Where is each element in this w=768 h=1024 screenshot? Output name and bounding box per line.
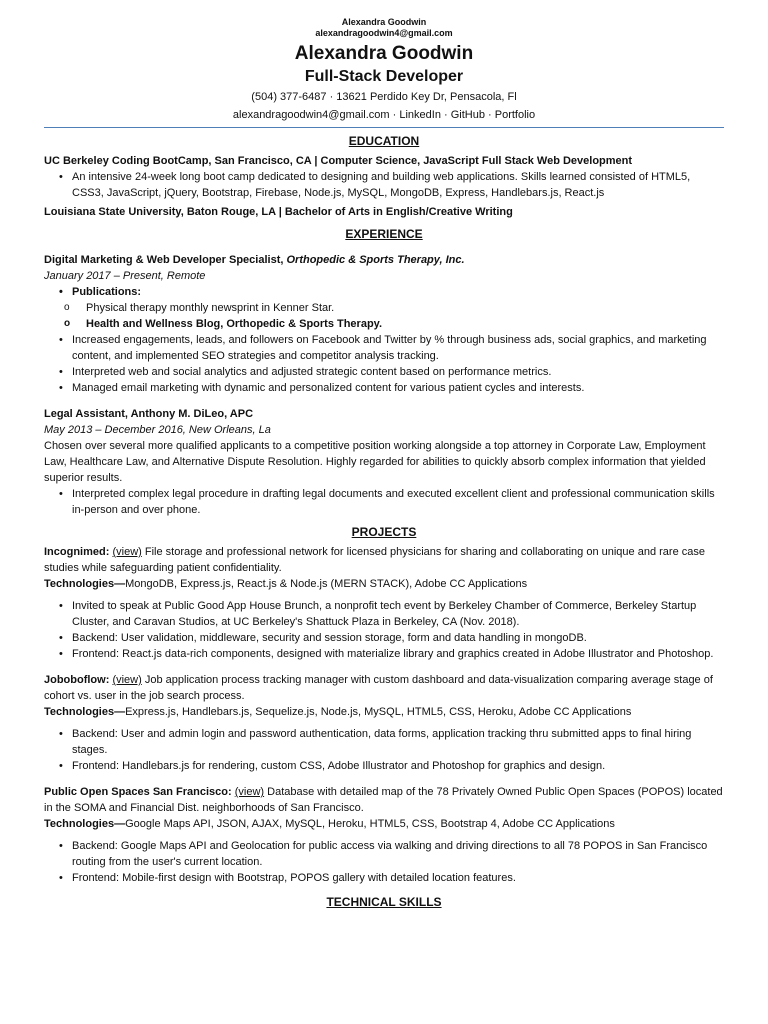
job-2-title: Legal Assistant, Anthony M. DiLeo, APC bbox=[44, 408, 254, 420]
candidate-title: Full-Stack Developer bbox=[304, 68, 464, 85]
technical-skills-heading: TECHNICAL SKILLS bbox=[326, 895, 442, 909]
project-2-desc: Job application process tracking manager with custom dashboard and data-visualization comparing average stage of cohort vs. user in the job search process. bbox=[44, 674, 713, 702]
job-1-bullets-more bbox=[44, 332, 724, 396]
list-item: • Increased engagements, leads, and followers on Facebook and Twitter by % through business ads, social graphics, and marketing content, and implemented SEO strategies and competitor analysis tracking. bbox=[72, 332, 724, 364]
project-2-tech-label: Technologies— bbox=[44, 706, 126, 718]
project-2-tech-line bbox=[44, 704, 724, 720]
project-1-tech-line bbox=[44, 576, 724, 592]
project-1-tech: MongoDB, Express.js, React.js & Node.js (MERN STACK), Adobe CC Applications bbox=[125, 578, 528, 590]
project-3-bullets bbox=[44, 838, 724, 886]
project-2-name: Joboboflow bbox=[44, 674, 106, 686]
list-item: • Invited to speak at Public Good App House Brunch, a nonprofit tech event by Berkeley Chamber of Commerce, Berkeley Startup Cluster, and Caravan Studios, at UC Berkeley's Shattuck Plaza in Berkeley, CA (Nov. 2018). bbox=[72, 598, 724, 630]
education-school-2: Louisiana State University, Baton Rouge, LA | Bachelor of Arts in English/Creative Writing bbox=[44, 206, 513, 218]
resume-page bbox=[44, 17, 724, 914]
contact-line-links: alexandragoodwin4@gmail.com · LinkedIn · GitHub · Portfolio bbox=[232, 109, 536, 121]
job-1-dates: January 2017 – Present, Remote bbox=[44, 270, 206, 282]
list-item: • An intensive 24-week long boot camp dedicated to designing and building web applications. Skills learned consisted of HTML5, CSS3, JavaScript, jQuery, Bootstrap, Firebase, Node.js, MySQL, MongoDB, Express, Handlebars.js, React.js bbox=[72, 169, 724, 201]
list-item: • Interpreted web and social analytics and adjusted strategic content based on performance metrics. bbox=[72, 364, 724, 380]
list-item: • Interpreted complex legal procedure in drafting legal documents and executed excellent client and professional communication skills in-person and over phone. bbox=[72, 486, 724, 518]
header-small-email: alexandragoodwin4@gmail.com bbox=[315, 28, 453, 38]
project-3-view-link[interactable]: (view) bbox=[234, 786, 265, 798]
list-item: • Frontend: React.js data-rich components, designed with materialize library and graphics created in Adobe Illustrator and Photoshop. bbox=[72, 646, 724, 662]
project-3-tech-line bbox=[44, 816, 724, 832]
project-3-tech: Google Maps API, JSON, AJAX, MySQL, Heroku, HTML5, CSS, Bootstrap 4, Adobe CC Applications bbox=[125, 818, 615, 830]
job-1-bullets bbox=[44, 284, 724, 300]
project-1-tech-label: Technologies— bbox=[44, 578, 126, 590]
education-heading: EDUCATION bbox=[348, 134, 420, 148]
list-item: • Backend: Google Maps API and Geolocation for public access via walking and driving directions to all 78 POPOS in San Francisco routing from the user's current location. bbox=[72, 838, 724, 870]
list-item: • Publications: bbox=[72, 284, 724, 300]
project-3-tech-label: Technologies— bbox=[44, 818, 126, 830]
header-small-name: Alexandra Goodwin bbox=[341, 17, 427, 27]
job-2-summary: Chosen over several more qualified applicants to a competitive position working alongside a top attorney in Corporate Law, Employment Law, Healthcare Law, and Alternative Dispute Resolution. Highly regarded for abilities to quickly absorb complex information that yielded superior results. bbox=[44, 440, 706, 484]
project-1-name: Incognimed bbox=[44, 546, 106, 558]
job-2-bullets bbox=[44, 486, 724, 518]
project-3-desc-line: Public Open Spaces San Francisco: (view) Database with detailed map of the 78 Privately Owned Public Open Spaces (POPOS) located in the SOMA and Financial Dist. neighborhoods of San Francisco. bbox=[44, 786, 723, 814]
experience-heading: EXPERIENCE bbox=[345, 227, 423, 241]
education-school-1-bullets bbox=[44, 169, 724, 201]
list-item: o Health and Wellness Blog, Orthopedic & Sports Therapy. bbox=[86, 316, 724, 332]
project-2-desc-line: Joboboflow: (view) Job application process tracking manager with custom dashboard and data-visualization comparing average stage of cohort vs. user in the job search process. bbox=[44, 674, 713, 702]
education-school-1: UC Berkeley Coding BootCamp, San Francisco, CA | Computer Science, JavaScript Full Stack Web Development bbox=[44, 155, 633, 167]
list-item: • Backend: User and admin login and password authentication, data forms, application tracking thru submitted apps to final hiring stages. bbox=[72, 726, 724, 758]
list-item: • Managed email marketing with dynamic and personalized content for various patient cycles and interests. bbox=[72, 380, 724, 396]
project-1-bullets bbox=[44, 598, 724, 662]
project-3-name: Public Open Spaces San Francisco bbox=[44, 786, 229, 798]
job-1-publications bbox=[44, 300, 724, 332]
list-item: o Physical therapy monthly newsprint in Kenner Star. bbox=[86, 300, 724, 316]
project-2-bullets bbox=[44, 726, 724, 774]
job-1-title bbox=[44, 252, 724, 268]
job-1-role: Digital Marketing & Web Developer Specialist, bbox=[44, 254, 287, 266]
contact-line-address: (504) 377-6487 · 13621 Perdido Key Dr, Pensacola, Fl bbox=[251, 91, 517, 103]
project-2-tech: Express.js, Handlebars.js, Sequelize.js, Node.js, MySQL, HTML5, CSS, Heroku, Adobe CC Applications bbox=[125, 706, 632, 718]
candidate-name: Alexandra Goodwin bbox=[294, 43, 474, 64]
project-1-desc: File storage and professional network for licensed physicians for sharing and collaborating on unique and rare case studies while safeguarding patient confidentiality. bbox=[44, 546, 705, 574]
list-item: • Frontend: Mobile-first design with Bootstrap, POPOS gallery with detailed location features. bbox=[72, 870, 724, 886]
projects-heading: PROJECTS bbox=[351, 525, 417, 539]
project-3-desc: Database with detailed map of the 78 Privately Owned Public Open Spaces (POPOS) located in the SOMA and Financial Dist. neighborhoods of San Francisco. bbox=[44, 786, 723, 814]
project-1-view-link[interactable]: (view) bbox=[112, 546, 142, 558]
project-1-desc-line: Incognimed: (view) File storage and professional network for licensed physicians for sharing and collaborating on unique and rare case studies while safeguarding patient confidentiality. bbox=[44, 546, 705, 574]
project-2-view-link[interactable]: (view) bbox=[112, 674, 142, 686]
header-divider bbox=[44, 127, 724, 128]
job-2-dates: May 2013 – December 2016, New Orleans, La bbox=[44, 424, 271, 436]
list-item: • Backend: User validation, middleware, security and session storage, form and data handling in mongoDB. bbox=[72, 630, 724, 646]
list-item: • Frontend: Handlebars.js for rendering, custom CSS, Adobe Illustrator and Photoshop for graphics and design. bbox=[72, 758, 724, 774]
job-1-company: Orthopedic & Sports Therapy, Inc. bbox=[286, 254, 465, 266]
